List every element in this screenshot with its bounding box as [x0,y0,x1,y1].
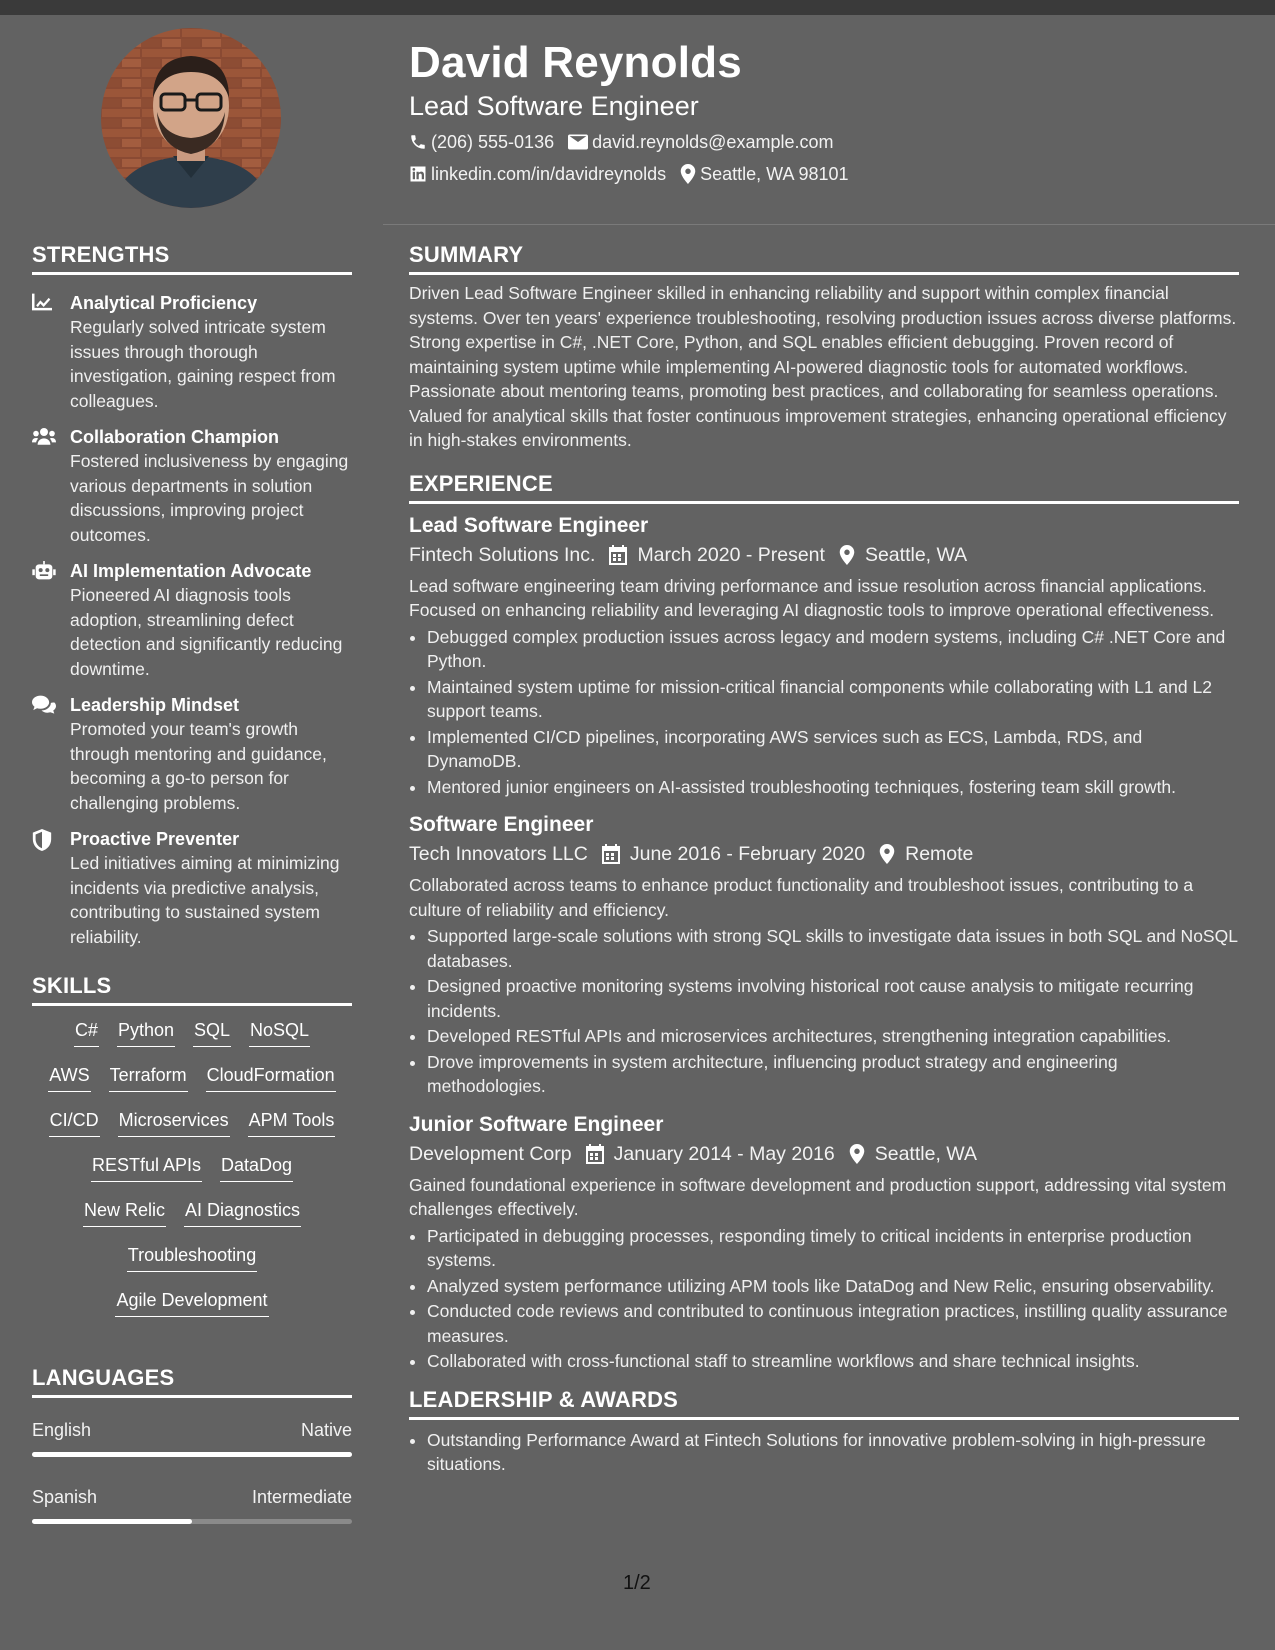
contact-row-1 [409,130,1229,154]
languages-rule [32,1395,352,1398]
job-title: Lead Software Engineer [409,513,649,537]
job-bullet: • Analyzed system performance utilizing APM tools like DataDog and New Relic, ensuring observability. [427,1274,1239,1299]
language-level: Intermediate [251,1487,352,1507]
language-level: Native [300,1420,352,1440]
skill-tag: NoSQL [249,1018,310,1047]
job-dates-wrap [586,1139,835,1169]
strength-title: Proactive Preventer [70,829,240,849]
language-bar [32,1519,352,1524]
job-dates-wrap [602,839,865,869]
job-dates: January 2014 - May 2016 [613,1142,835,1165]
job-location: Seattle, WA [874,1142,977,1165]
email-text: david.reynolds@example.com [592,131,834,152]
skill-tag: Terraform [109,1063,188,1092]
skill-tag: Troubleshooting [127,1243,257,1272]
awards-rule [409,1417,1239,1420]
comments-icon [32,695,56,715]
strength-desc: Promoted your team's growth through mentoring and guidance, becoming a go-to person for challenging problems. [70,719,327,813]
job-dates: March 2020 - Present [637,543,825,566]
skill-tag: RESTful APIs [91,1153,202,1182]
map-pin-icon [839,545,855,565]
candidate-name: David Reynolds [409,38,742,87]
skill-tag: CI/CD [49,1108,100,1137]
summary-text: Driven Lead Software Engineer skilled in enhancing reliability and support within complex financial systems. Over ten years' experience troubleshooting, resolving production issues across diverse platforms. Strong expertise in C#, .NET Core, Python, and SQL enables efficient debugging. Proven record of maintaining system uptime while implementing AI-powered diagnostic tools for automated workflows. Passionate about mentoring teams, promoting best practices, and collaborating for seamless operations. Valued for analytical skills that foster continuous improvement strategies, enhancing operational efficiency in high-stakes environments. [409,283,1237,450]
job-meta [409,839,1239,869]
strength-item [32,827,352,949]
strength-desc: Regularly solved intricate system issues through thorough investigation, gaining respect from colleagues. [70,317,336,411]
strength-item [32,693,352,815]
strength-item [32,425,352,547]
summary-heading: SUMMARY [409,242,524,267]
job-description: Collaborated across teams to enhance product functionality and troubleshoot issues, contributing to a culture of reliability and efficiency. [409,875,1194,920]
page-number: 1/2 [623,1572,651,1594]
language-bar-fill [32,1452,352,1457]
summary-rule [409,272,1239,275]
experience-rule [409,501,1239,504]
job-company: Fintech Solutions Inc. [409,543,596,566]
language-bar [32,1452,352,1457]
shield-icon [32,829,52,851]
envelope-icon [568,134,588,150]
skill-tag: CloudFormation [206,1063,336,1092]
skills-heading: SKILLS [32,973,112,998]
calendar-icon [609,545,627,565]
strength-item [32,291,352,413]
contact-row-2 [409,162,1229,186]
header-divider [383,224,1275,225]
job-entry [409,1111,1239,1374]
job-bullet: • Designed proactive monitoring systems involving historical root cause analysis to mitigate recurring incidents. [427,974,1239,1023]
candidate-title: Lead Software Engineer [409,91,699,121]
strength-title: Collaboration Champion [70,427,279,447]
avatar-image [101,28,281,208]
linkedin-text: linkedin.com/in/davidreynolds [431,163,667,184]
skill-tag: AI Diagnostics [184,1198,301,1227]
job-company: Development Corp [409,1142,572,1165]
job-bullet: • Maintained system uptime for mission-critical financial components while collaborating with L1 and L2 support teams. [427,675,1239,724]
skills-list [32,1018,352,1333]
skill-tag: Microservices [118,1108,230,1137]
strengths-heading: STRENGTHS [32,242,170,267]
robot-icon [32,561,56,581]
users-icon [32,427,56,445]
phone-icon [409,133,427,151]
skill-tag: SQL [193,1018,231,1047]
left-column [32,240,352,1524]
map-pin-icon [879,844,895,864]
job-bullet: • Debugged complex production issues across legacy and modern systems, including C# .NET Core and Python. [427,625,1239,674]
job-title: Junior Software Engineer [409,1112,664,1136]
job-location: Seattle, WA [864,543,968,566]
job-bullet: • Conducted code reviews and contributed to continuous integration practices, instilling quality assurance measures. [427,1299,1239,1348]
language-item [32,1418,352,1457]
strength-title: Leadership Mindset [70,695,240,715]
experience-heading: EXPERIENCE [409,470,553,496]
job-meta [409,1139,1239,1169]
job-bullet: • Implemented CI/CD pipelines, incorporating AWS services such as ECS, Lambda, RDS, and DynamoDB. [427,725,1239,774]
language-bar-fill [32,1519,192,1524]
strength-title: AI Implementation Advocate [70,561,312,581]
location-contact [680,164,848,185]
job-bullet: • Drove improvements in system architecture, influencing product strategy and engineering methodologies. [427,1050,1239,1099]
job-title: Software Engineer [409,813,594,836]
language-name: Spanish [32,1487,98,1507]
job-dates-wrap [609,540,825,570]
calendar-icon [586,1144,604,1164]
resume-header [409,36,1229,186]
languages-heading: LANGUAGES [32,1365,175,1390]
job-bullet: • Supported large-scale solutions with strong SQL skills to investigate data issues in both SQL and NoSQL databases. [427,924,1239,973]
skill-tag: Python [117,1018,175,1047]
job-location-wrap [849,1139,977,1169]
awards-heading: LEADERSHIP & AWARDS [409,1386,679,1412]
skill-tag: APM Tools [248,1108,336,1137]
strength-item [32,559,352,681]
phone-contact [409,132,554,153]
skill-tag: DataDog [220,1153,293,1182]
job-description: Gained foundational experience in software development and production support, addressing vital system challenges effectively. [409,1174,1227,1219]
skills-rule [32,1003,352,1006]
map-pin-icon [849,1144,865,1164]
right-column [409,240,1239,1478]
job-company: Tech Innovators LLC [409,843,588,865]
job-bullet: • Developed RESTful APIs and microservices architectures, strengthening integration capabilities. [427,1024,1239,1049]
strength-title: Analytical Proficiency [70,293,258,313]
job-dates: June 2016 - February 2020 [629,843,866,865]
language-item [32,1485,352,1524]
skill-tag: C# [74,1018,99,1047]
skill-tag: New Relic [83,1198,166,1227]
top-bar [0,0,1275,15]
award-item: • Outstanding Performance Award at Fintech Solutions for innovative problem-solving in high-pressure situations. [427,1428,1239,1477]
calendar-icon [602,844,620,864]
job-bullets [409,625,1239,800]
linkedin-contact[interactable] [409,164,666,185]
job-bullets [409,1224,1239,1374]
job-bullet: • Collaborated with cross-functional staff to streamline workflows and share technical insights. [427,1349,1239,1374]
skill-tag: AWS [48,1063,90,1092]
linkedin-icon [409,165,427,183]
job-location: Remote [905,843,974,865]
strength-desc: Fostered inclusiveness by engaging various departments in solution discussions, improving project outcomes. [70,451,349,545]
email-contact[interactable] [568,132,833,153]
job-entry [409,811,1239,1099]
profile-photo [101,28,281,208]
job-bullet: • Mentored junior engineers on AI-assisted troubleshooting techniques, fostering team skill growth. [427,775,1239,800]
job-description: Lead software engineering team driving performance and issue resolution across financial applications. Focused on enhancing reliability and leveraging AI diagnostic tools to improve operational effectiveness. [409,575,1215,620]
skill-tag: Agile Development [115,1288,268,1317]
phone-text: (206) 555-0136 [431,131,555,152]
job-entry [409,512,1239,800]
chart-line-icon [32,293,52,311]
job-bullets [409,924,1239,1099]
language-name: English [32,1420,92,1440]
awards-list [409,1428,1239,1477]
job-bullet: • Participated in debugging processes, responding timely to critical incidents in enterprise production systems. [427,1224,1239,1273]
job-location-wrap [839,540,967,570]
map-pin-icon [680,164,696,184]
job-meta [409,540,1239,570]
job-location-wrap [879,839,973,869]
strength-desc: Pioneered AI diagnosis tools adoption, streamlining defect detection and significantly reducing downtime. [70,585,343,679]
location-text: Seattle, WA 98101 [700,163,849,184]
strength-desc: Led initiatives aiming at minimizing incidents via predictive analysis, contributing to sustained system reliability. [70,853,340,947]
